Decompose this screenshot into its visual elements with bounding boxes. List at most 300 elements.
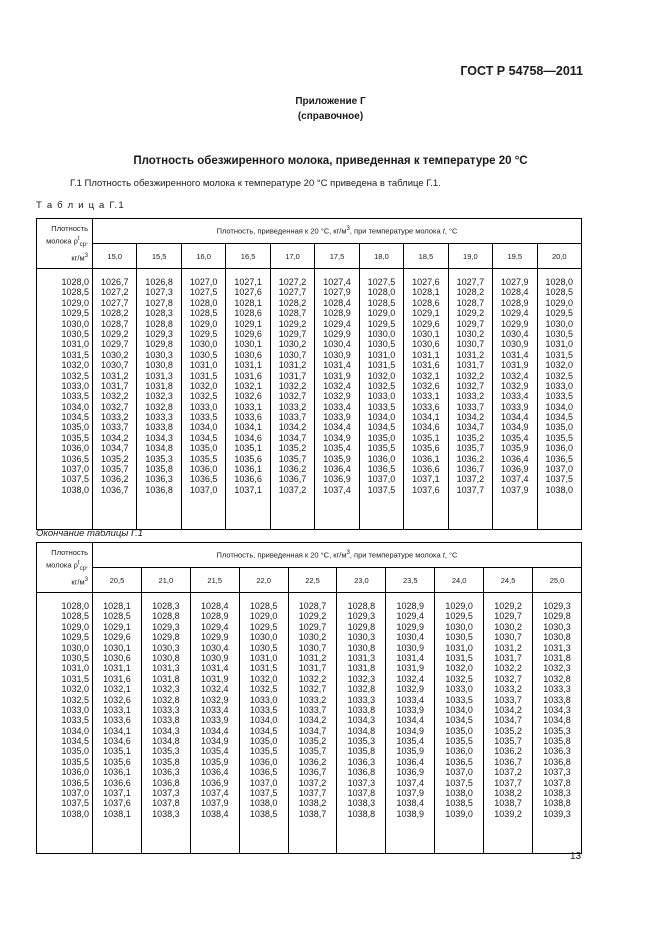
- table-cell: 1036,0: [189, 464, 218, 475]
- table-cell: 1037,3: [347, 777, 376, 788]
- table-cell: 1028,6: [412, 297, 440, 308]
- table-cell: 1033,5: [367, 401, 396, 412]
- table-cell: 1037,5: [249, 788, 278, 799]
- table-cell: 1037,3: [152, 788, 180, 799]
- table-cell: 1030,7: [100, 360, 129, 371]
- table-cell: 1032,3: [543, 663, 571, 674]
- temperature-header: 19,5: [493, 244, 537, 269]
- density-value: 1034,5: [61, 412, 89, 423]
- table-cell: 1030,6: [234, 349, 262, 360]
- table-cell: 1038,2: [494, 788, 522, 799]
- table-cell: 1037,2: [298, 777, 327, 788]
- table-cell: 1029,1: [412, 308, 440, 319]
- table-cell: 1032,2: [100, 391, 129, 402]
- table-cell: 1031,9: [501, 360, 529, 371]
- table-cell: 1033,9: [323, 412, 351, 423]
- table-cell: 1035,4: [396, 736, 425, 747]
- table-cell: 1030,3: [347, 632, 376, 643]
- table-cell: 1034,0: [249, 715, 278, 726]
- table-cell: 1038,7: [298, 808, 327, 819]
- table-cell: 1030,9: [396, 642, 425, 653]
- table-cell: 1030,7: [494, 632, 522, 643]
- table-cell: 1034,2: [494, 704, 522, 715]
- table-cell: 1029,0: [367, 308, 396, 319]
- table-cell: 1029,6: [234, 328, 262, 339]
- table-cell: 1037,0: [445, 767, 473, 778]
- table-cell: 1037,1: [103, 788, 131, 799]
- table-cell: 1029,2: [100, 328, 129, 339]
- table-cell: 1032,2: [278, 380, 307, 391]
- temperature-header: 20,5: [93, 568, 142, 593]
- label-unit-sup: 3: [84, 253, 88, 260]
- value-column: [484, 593, 533, 854]
- table-cell: 1034,6: [234, 432, 262, 443]
- table-cell: 1037,4: [396, 777, 425, 788]
- table-cell: 1033,2: [456, 391, 485, 402]
- table-cell: 1032,9: [501, 380, 529, 391]
- value-column: [270, 269, 314, 530]
- label-sub: cp: [79, 566, 86, 573]
- table-cell: 1027,6: [412, 277, 440, 287]
- table-cell: 1033,5: [189, 412, 218, 423]
- table-cell: 1032,7: [494, 673, 522, 684]
- table-cell: 1036,9: [396, 767, 425, 778]
- table-cell: 1029,3: [145, 328, 173, 339]
- table-cell: 1034,3: [145, 432, 173, 443]
- table-cell: 1037,0: [367, 474, 396, 485]
- temperature-header: 17,5: [315, 244, 359, 269]
- table-cell: 1031,6: [103, 673, 131, 684]
- table-cell: 1028,5: [367, 297, 396, 308]
- row-header-label: [37, 219, 93, 269]
- table-cell: 1036,6: [103, 777, 131, 788]
- table-cell: 1031,0: [189, 360, 218, 371]
- table-cell: 1029,1: [103, 621, 131, 632]
- table-cell: 1038,0: [445, 788, 473, 799]
- table-cell: 1029,4: [396, 611, 425, 622]
- table-cell: 1035,6: [103, 756, 131, 767]
- table-cell: 1030,0: [249, 632, 278, 643]
- group-header-sup: 3: [346, 226, 350, 233]
- table-cell: 1033,4: [501, 391, 529, 402]
- table-cell: 1028,5: [103, 611, 131, 622]
- table-cell: 1029,7: [298, 621, 327, 632]
- table-cell: 1031,2: [100, 370, 129, 381]
- table-cell: 1034,4: [396, 715, 425, 726]
- density-table-continuation: [36, 542, 582, 854]
- table-cell: 1029,5: [249, 621, 278, 632]
- table-cell: 1032,2: [298, 673, 327, 684]
- table-cell: 1038,0: [545, 484, 574, 495]
- table-cell: 1037,9: [200, 798, 229, 809]
- table-cell: 1036,8: [145, 484, 173, 495]
- table-cell: 1029,5: [545, 308, 574, 319]
- table-cell: 1031,7: [456, 360, 485, 371]
- table-cell: 1037,2: [494, 767, 522, 778]
- table-cell: 1027,5: [367, 277, 396, 287]
- table-cell: 1031,4: [323, 360, 351, 371]
- density-value: 1028,0: [61, 601, 89, 611]
- density-value: 1036,5: [61, 777, 89, 788]
- table-cell: 1030,2: [100, 349, 129, 360]
- table-cell: 1033,7: [100, 422, 129, 433]
- table-cell: 1035,8: [152, 756, 180, 767]
- table-cell: 1029,9: [200, 632, 229, 643]
- table-cell: 1032,3: [347, 673, 376, 684]
- table-cell: 1028,0: [545, 277, 574, 287]
- density-value: 1033,5: [61, 391, 89, 402]
- table-cell: 1036,5: [189, 474, 218, 485]
- table-cell: 1030,4: [501, 328, 529, 339]
- table-cell: 1037,4: [200, 788, 229, 799]
- table-cell: 1034,1: [103, 725, 131, 736]
- table-cell: 1034,9: [501, 422, 529, 433]
- table-cell: 1033,4: [200, 704, 229, 715]
- table-cell: 1034,8: [543, 715, 571, 726]
- table-cell: 1028,5: [249, 601, 278, 611]
- value-column: [337, 593, 386, 854]
- table-cell: 1038,3: [152, 808, 180, 819]
- table-cell: 1032,9: [396, 684, 425, 695]
- table-cell: 1026,7: [100, 277, 129, 287]
- table-cell: 1027,3: [145, 287, 173, 298]
- table-cell: 1027,2: [100, 287, 129, 298]
- group-header-text: , °С: [444, 226, 458, 236]
- table-cell: 1035,7: [278, 453, 307, 464]
- table-cell: 1027,0: [189, 277, 218, 287]
- temperature-header: 15,5: [137, 244, 181, 269]
- table-cell: 1036,9: [200, 777, 229, 788]
- table-cell: 1031,6: [234, 370, 262, 381]
- density-value: 1030,0: [61, 318, 89, 329]
- table-cell: 1034,7: [298, 725, 327, 736]
- table-cell: 1030,2: [494, 621, 522, 632]
- table-cell: 1036,7: [456, 464, 485, 475]
- table-cell: 1032,2: [494, 663, 522, 674]
- row-header-label: [37, 543, 93, 593]
- group-header-text: Плотность, приведенная к 20 °С, кг/м: [216, 550, 347, 560]
- table-cell: 1034,9: [323, 432, 351, 443]
- table-cell: 1036,8: [152, 777, 180, 788]
- table-cell: 1031,0: [445, 642, 473, 653]
- table-cell: 1030,3: [145, 349, 173, 360]
- temperature-header: 18,5: [404, 244, 448, 269]
- table-cell: 1035,5: [189, 453, 218, 464]
- table-cell: 1030,9: [323, 349, 351, 360]
- density-column: [37, 593, 93, 854]
- density-value: 1030,5: [61, 652, 89, 663]
- table-cell: 1037,1: [234, 484, 262, 495]
- table-cell: 1032,3: [145, 391, 173, 402]
- temperature-header: 22,5: [288, 568, 337, 593]
- table-cell: 1036,0: [367, 453, 396, 464]
- table-cell: 1039,2: [494, 808, 522, 819]
- table-cell: 1031,3: [543, 642, 571, 653]
- document-code: ГОСТ Р 54758—2011: [460, 64, 583, 78]
- table-cell: 1033,8: [152, 715, 180, 726]
- table-cell: 1033,0: [249, 694, 278, 705]
- table-cell: 1029,0: [545, 297, 574, 308]
- table-cell: 1028,8: [347, 601, 376, 611]
- table-cell: 1032,0: [545, 360, 574, 371]
- table-cell: 1037,7: [494, 777, 522, 788]
- density-value: 1032,5: [61, 694, 89, 705]
- table-cell: 1037,8: [152, 798, 180, 809]
- label-unit: кг/м: [71, 577, 85, 587]
- table-cell: 1034,2: [278, 422, 307, 433]
- table-cell: 1036,2: [278, 464, 307, 475]
- table-cell: 1031,2: [298, 652, 327, 663]
- table-cell: 1030,5: [445, 632, 473, 643]
- group-header: [93, 219, 582, 244]
- table-cell: 1033,4: [323, 401, 351, 412]
- table-cell: 1029,4: [323, 318, 351, 329]
- table-cell: 1030,0: [445, 621, 473, 632]
- table-cell: 1037,2: [456, 474, 485, 485]
- table-cell: 1031,9: [396, 663, 425, 674]
- table-cell: 1036,6: [412, 464, 440, 475]
- table-cell: 1036,2: [298, 756, 327, 767]
- table-cell: 1033,1: [412, 391, 440, 402]
- density-value: 1038,0: [61, 808, 89, 819]
- temperature-header: 15,0: [93, 244, 137, 269]
- table-cell: 1031,5: [249, 663, 278, 674]
- temperature-header: 21,5: [190, 568, 239, 593]
- table-cell: 1032,5: [367, 380, 396, 391]
- table-cell: 1033,9: [396, 704, 425, 715]
- table-cell: 1037,3: [543, 767, 571, 778]
- table-cell: 1036,3: [543, 746, 571, 757]
- table-cell: 1028,4: [323, 297, 351, 308]
- table-cell: 1031,3: [145, 370, 173, 381]
- table-cell: 1033,2: [298, 694, 327, 705]
- table-cell: 1037,8: [347, 788, 376, 799]
- temperature-header: 16,0: [181, 244, 225, 269]
- table-cell: 1033,9: [501, 401, 529, 412]
- value-column: [537, 269, 582, 530]
- density-value: 1037,0: [61, 464, 89, 475]
- table-cell: 1034,5: [249, 725, 278, 736]
- table-cell: 1031,7: [298, 663, 327, 674]
- temperature-header: 22,0: [239, 568, 288, 593]
- table-cell: 1034,8: [145, 443, 173, 454]
- table-cell: 1039,0: [445, 808, 473, 819]
- table-cell: 1028,0: [367, 287, 396, 298]
- table-cell: 1035,9: [396, 746, 425, 757]
- table-cell: 1034,0: [545, 401, 574, 412]
- value-column: [137, 269, 181, 530]
- temperature-header: 21,0: [141, 568, 190, 593]
- table-cell: 1036,1: [103, 767, 131, 778]
- table-cell: 1036,3: [347, 756, 376, 767]
- temperature-header: 17,0: [270, 244, 314, 269]
- table-cell: 1029,8: [152, 632, 180, 643]
- table-cell: 1028,9: [323, 308, 351, 319]
- table-cell: 1030,0: [189, 339, 218, 350]
- density-value: 1035,5: [61, 432, 89, 443]
- table-cell: 1036,4: [200, 767, 229, 778]
- temperature-header: 25,0: [533, 568, 582, 593]
- table-cell: 1036,5: [445, 756, 473, 767]
- table-cell: 1033,9: [200, 715, 229, 726]
- table-cell: 1030,7: [298, 642, 327, 653]
- table-cell: 1032,4: [200, 684, 229, 695]
- table-cell: 1032,8: [347, 684, 376, 695]
- table-cell: 1033,6: [103, 715, 131, 726]
- table-cell: 1031,8: [152, 673, 180, 684]
- table-cell: 1036,8: [543, 756, 571, 767]
- table-cell: 1029,3: [543, 601, 571, 611]
- table-cell: 1029,6: [103, 632, 131, 643]
- density-value: 1035,0: [61, 422, 89, 433]
- table-cell: 1037,0: [545, 464, 574, 475]
- table-cell: 1036,3: [152, 767, 180, 778]
- value-column: [359, 269, 403, 530]
- table-cell: 1035,0: [445, 725, 473, 736]
- table-cell: 1036,2: [456, 453, 485, 464]
- table-cell: 1037,5: [545, 474, 574, 485]
- table-cell: 1030,1: [103, 642, 131, 653]
- table-cell: 1035,3: [145, 453, 173, 464]
- table-cell: 1035,0: [545, 422, 574, 433]
- density-value: 1037,5: [61, 798, 89, 809]
- table-cell: 1031,4: [396, 652, 425, 663]
- table-cell: 1035,3: [152, 746, 180, 757]
- label-text: ,: [85, 560, 88, 570]
- table-cell: 1034,5: [545, 412, 574, 423]
- table-cell: 1032,0: [189, 380, 218, 391]
- table-cell: 1037,9: [396, 788, 425, 799]
- value-column: [190, 593, 239, 854]
- table-cell: 1033,8: [347, 704, 376, 715]
- table-cell: 1037,5: [445, 777, 473, 788]
- table-cell: 1032,5: [545, 370, 574, 381]
- density-value: 1033,0: [61, 704, 89, 715]
- value-column: [493, 269, 537, 530]
- table-cell: 1032,4: [396, 673, 425, 684]
- table-cell: 1034,9: [396, 725, 425, 736]
- table-cell: 1029,7: [494, 611, 522, 622]
- value-column: [93, 593, 142, 854]
- table-cell: 1031,4: [200, 663, 229, 674]
- table-cell: 1034,7: [456, 422, 485, 433]
- table-cell: 1034,8: [347, 725, 376, 736]
- table-cell: 1034,5: [189, 432, 218, 443]
- table-cell: 1032,4: [501, 370, 529, 381]
- table-cell: 1035,7: [456, 443, 485, 454]
- table-cell: 1030,5: [545, 328, 574, 339]
- table-cell: 1031,5: [445, 652, 473, 663]
- density-value: 1029,5: [61, 632, 89, 643]
- table-cell: 1035,6: [412, 443, 440, 454]
- table-cell: 1029,1: [234, 318, 262, 329]
- table-cell: 1036,9: [501, 464, 529, 475]
- table-cell: 1037,0: [189, 484, 218, 495]
- table-cell: 1030,2: [298, 632, 327, 643]
- table-cell: 1027,7: [278, 287, 307, 298]
- table-cell: 1033,7: [278, 412, 307, 423]
- table-cell: 1035,0: [367, 432, 396, 443]
- table-cell: 1032,5: [189, 391, 218, 402]
- table-cell: 1029,5: [445, 611, 473, 622]
- table-cell: 1028,7: [100, 318, 129, 329]
- table-cell: 1028,8: [145, 318, 173, 329]
- density-value: 1030,0: [61, 642, 89, 653]
- table-cell: 1035,2: [278, 443, 307, 454]
- table-cell: 1032,1: [103, 684, 131, 695]
- table-cell: 1036,7: [494, 756, 522, 767]
- table-cell: 1033,8: [145, 422, 173, 433]
- density-value: 1033,5: [61, 715, 89, 726]
- table-cell: 1033,2: [494, 684, 522, 695]
- density-value: 1028,5: [61, 287, 89, 298]
- table-caption: Т а б л и ц а Г.1: [36, 200, 125, 211]
- table-cell: 1033,2: [278, 401, 307, 412]
- table-cell: 1031,2: [494, 642, 522, 653]
- table-cell: 1029,2: [298, 611, 327, 622]
- density-value: 1031,0: [61, 339, 89, 350]
- table-cell: 1036,5: [367, 464, 396, 475]
- table-cell: 1029,2: [456, 308, 485, 319]
- table-cell: 1030,8: [543, 632, 571, 643]
- value-column: [404, 269, 448, 530]
- appendix-heading: [0, 94, 661, 124]
- table-cell: 1030,4: [200, 642, 229, 653]
- table-cell: 1038,5: [445, 798, 473, 809]
- group-header: [93, 543, 582, 568]
- table-cell: 1035,7: [494, 736, 522, 747]
- table-cell: 1037,7: [298, 788, 327, 799]
- table-cell: 1034,2: [298, 715, 327, 726]
- page-number: 13: [570, 851, 582, 862]
- density-value: 1036,0: [61, 443, 89, 454]
- table-cell: 1038,5: [249, 808, 278, 819]
- intro-paragraph: Г.1 Плотность обезжиренного молока к температуре 20 °С приведена в таблице Г.1.: [70, 178, 441, 189]
- table-cell: 1034,3: [347, 715, 376, 726]
- group-header-t: t: [442, 226, 445, 236]
- table-cell: 1031,9: [323, 370, 351, 381]
- table-cell: 1035,7: [100, 464, 129, 475]
- table-cell: 1029,0: [189, 318, 218, 329]
- table-cell: 1035,8: [347, 746, 376, 757]
- group-header-text: , °С: [444, 550, 458, 560]
- table-cell: 1036,8: [347, 767, 376, 778]
- table-cell: 1037,1: [412, 474, 440, 485]
- table-cell: 1027,8: [145, 297, 173, 308]
- table-cell: 1029,5: [367, 318, 396, 329]
- table-cell: 1031,0: [545, 339, 574, 350]
- table-cell: 1034,1: [234, 422, 262, 433]
- table-cell: 1032,8: [152, 694, 180, 705]
- group-header-text: Плотность, приведенная к 20 °С, кг/м: [216, 226, 347, 236]
- table-cell: 1034,6: [103, 736, 131, 747]
- table-cell: 1035,5: [367, 443, 396, 454]
- table-cell: 1029,7: [456, 318, 485, 329]
- table-cell: 1030,2: [278, 339, 307, 350]
- table-cell: 1034,3: [152, 725, 180, 736]
- table-cell: 1035,9: [501, 443, 529, 454]
- table-cell: 1030,7: [278, 349, 307, 360]
- table-cell: 1033,2: [100, 412, 129, 423]
- table-cell: 1030,0: [545, 318, 574, 329]
- table-cell: 1033,0: [189, 401, 218, 412]
- table-cell: 1031,2: [278, 360, 307, 371]
- table-cell: 1036,5: [545, 453, 574, 464]
- label-unit: кг/м: [71, 253, 85, 263]
- table-cell: 1029,5: [189, 328, 218, 339]
- table-cell: 1031,0: [367, 349, 396, 360]
- table-cell: 1035,4: [200, 746, 229, 757]
